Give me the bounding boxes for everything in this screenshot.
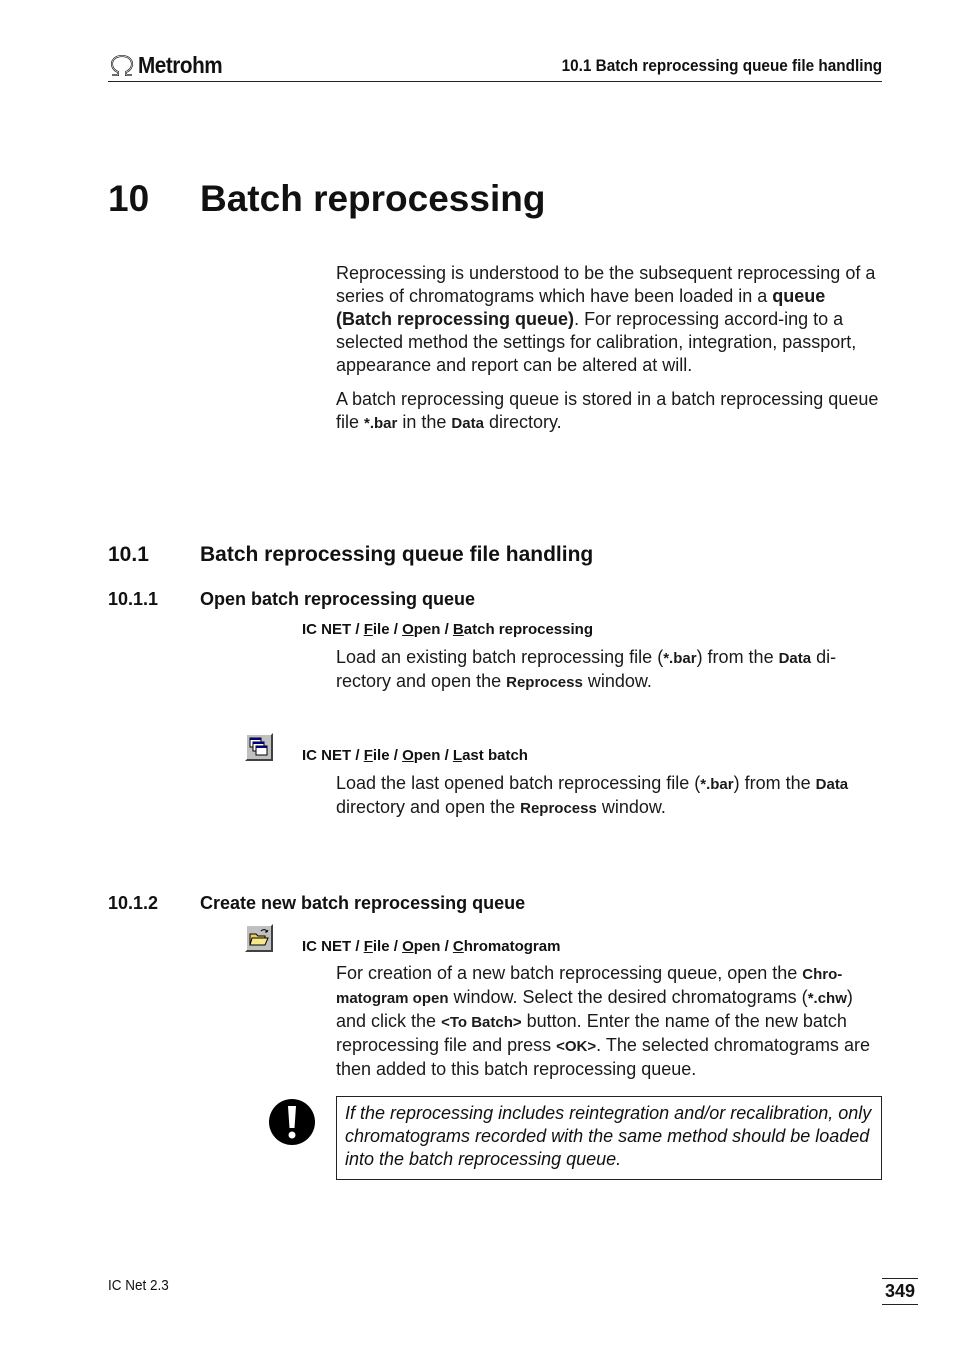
menu-mnemonic: F: [363, 938, 373, 955]
directory-name: Data: [451, 415, 484, 432]
menu-mnemonic: C: [452, 938, 464, 955]
menu-sep: /: [440, 747, 453, 764]
section-number: 10.1.1: [108, 589, 159, 609]
page-number: 349: [882, 1278, 918, 1305]
menu-path-last-batch: [302, 747, 528, 764]
desc-text: ) from the: [733, 773, 816, 793]
open-batch-description: [336, 646, 884, 694]
desc-text: Load the last opened batch reprocessing file (: [336, 773, 701, 793]
menu-item-text: ast batch: [462, 747, 528, 764]
desc-text: window. Select the desired chromatograms (: [448, 987, 808, 1007]
menu-item-text: atch reprocessing: [463, 621, 593, 638]
menu-item-text: hromatogram: [463, 938, 561, 955]
intro-paragraph-1: [336, 262, 884, 377]
intro-text: in the: [397, 412, 452, 432]
section-title: Open batch reprocessing queue: [200, 589, 476, 609]
menu-mnemonic: F: [363, 621, 373, 638]
create-batch-description: [336, 962, 884, 1081]
desc-text: directory and open the: [336, 797, 521, 817]
note-text: If the reprocessing includes reintegration and/or recalibration, only chromatograms recorded with the same method should be loaded into the batch reprocessing queue.: [345, 1103, 872, 1169]
menu-item-text: pen: [413, 621, 441, 638]
menu-path-chromatogram: [302, 938, 560, 955]
open-folder-icon: [248, 927, 270, 949]
intro-text: directory.: [483, 412, 562, 432]
section-number: 10.1: [108, 543, 149, 566]
file-extension: *.bar: [700, 776, 734, 793]
metrohm-logo: [108, 52, 232, 79]
menu-sep: /: [389, 747, 403, 764]
omega-icon: [108, 54, 136, 78]
window-name: Reprocess: [520, 800, 597, 817]
section-title: Batch reprocessing queue file handling: [200, 543, 594, 566]
file-extension: *.bar: [364, 415, 398, 432]
chapter-number: 10: [108, 178, 150, 219]
section-heading-10-1: [108, 543, 593, 567]
desc-text: ) and click the: [336, 987, 853, 1031]
chapter-title-text: Batch reprocessing: [200, 178, 546, 219]
footer-product: IC Net 2.3: [108, 1277, 169, 1294]
button-name: <To Batch>: [441, 1014, 522, 1031]
menu-sep: /: [351, 747, 364, 764]
menu-item-text: ile: [372, 621, 390, 638]
menu-path-batch-reprocessing: [302, 621, 593, 638]
section-number: 10.1.2: [108, 893, 159, 913]
menu-item-text: pen: [413, 938, 441, 955]
last-batch-toolbar-button[interactable]: [245, 733, 273, 761]
menu-sep: /: [351, 621, 364, 638]
intro-text: A batch reprocessing queue is stored in a batch reprocessing queue file: [336, 389, 879, 432]
menu-mnemonic: L: [452, 747, 463, 764]
open-chromatogram-toolbar-button[interactable]: [245, 924, 273, 952]
chapter-title: [108, 178, 545, 220]
directory-name: Data: [778, 650, 812, 667]
menu-root: IC NET: [302, 621, 352, 638]
file-extension: *.bar: [663, 650, 697, 667]
desc-text: ) from the: [696, 647, 779, 667]
running-head: 10.1 Batch reprocessing queue file handling: [561, 56, 882, 75]
note-box: [336, 1096, 882, 1180]
logo-text: Metrohm: [138, 52, 223, 78]
button-name: <OK>: [556, 1038, 597, 1055]
menu-root: IC NET: [302, 938, 352, 955]
file-extension: *.chw: [807, 990, 847, 1007]
menu-item-text: ile: [372, 747, 390, 764]
window-name: Chro-matogram open: [336, 966, 843, 1007]
section-title: Create new batch reprocessing queue: [200, 893, 526, 913]
menu-sep: /: [351, 938, 364, 955]
intro-paragraph-2: [336, 388, 884, 435]
menu-mnemonic: F: [363, 747, 373, 764]
desc-text: button. Enter the name of the new batch reprocessing file and press: [336, 1011, 847, 1055]
exclamation-icon: [268, 1098, 316, 1146]
desc-text: . The selected chromatograms are then added to this batch reprocessing queue.: [336, 1035, 870, 1079]
menu-sep: /: [389, 621, 403, 638]
intro-text: . For reprocessing accord-ing to a selected method the settings for calibration, integration, passport, appearance and report can be altered at will.: [336, 309, 857, 375]
header-rule: [108, 81, 882, 82]
menu-mnemonic: B: [452, 621, 464, 638]
menu-sep: /: [440, 621, 453, 638]
menu-mnemonic: O: [402, 938, 414, 955]
menu-mnemonic: O: [402, 747, 414, 764]
menu-sep: /: [440, 938, 453, 955]
section-heading-10-1-1: [108, 589, 475, 610]
menu-item-text: pen: [413, 747, 441, 764]
desc-text: di-rectory and open the: [336, 647, 837, 691]
batch-stack-icon: [248, 736, 270, 758]
last-batch-description: [336, 772, 884, 820]
menu-mnemonic: O: [402, 621, 414, 638]
desc-text: For creation of a new batch reprocessing queue, open the: [336, 963, 803, 983]
desc-text: Load an existing batch reprocessing file (: [336, 647, 664, 667]
window-name: Reprocess: [506, 674, 583, 691]
desc-text: window.: [582, 671, 652, 691]
menu-sep: /: [389, 938, 403, 955]
menu-item-text: ile: [372, 938, 390, 955]
menu-root: IC NET: [302, 747, 352, 764]
directory-name: Data: [815, 776, 849, 793]
intro-text: Reprocessing is understood to be the subsequent reprocessing of a series of chromatograms which have been loaded in a: [336, 263, 876, 306]
desc-text: window.: [596, 797, 666, 817]
intro-bold-term: queue (Batch reprocessing queue): [336, 286, 826, 329]
section-heading-10-1-2: [108, 893, 525, 914]
